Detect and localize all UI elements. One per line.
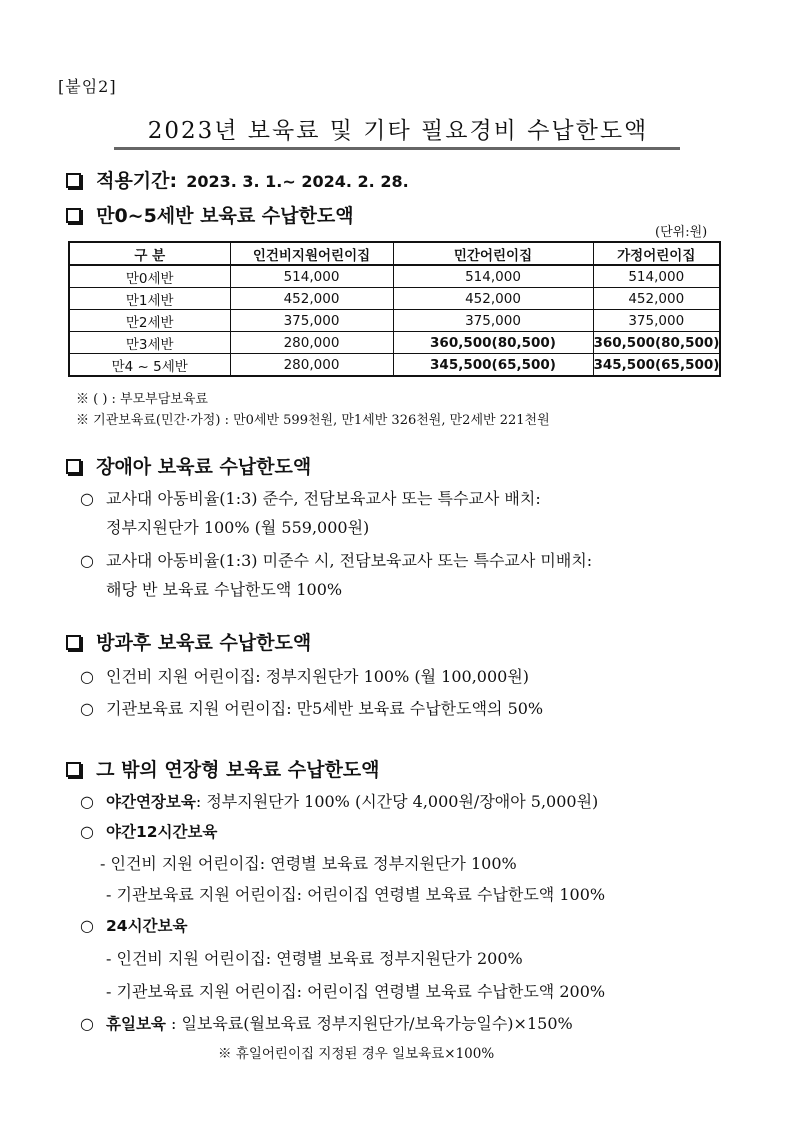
circle-bullet-icon: ○ (80, 1014, 94, 1033)
list-item (80, 914, 187, 936)
item-keyword: 야간연장보육 (106, 793, 196, 811)
section-title: 만0~5세반 보육료 수납한도액 (96, 205, 354, 227)
age-cell: 만0세반 (69, 265, 230, 288)
section-extended-care (66, 755, 380, 782)
column-header: 가정어린이집 (593, 242, 720, 265)
fee-cell: 452,000 (593, 288, 720, 310)
item-keyword: 휴일보육 (106, 1015, 166, 1033)
table-note: ※ ( ) : 부모부담보육료 (76, 392, 208, 407)
page-title: 2023년 보육료 및 기타 필요경비 수납한도액 (147, 118, 649, 144)
item-text: 인건비 지원 어린이집: 정부지원단가 100% (월 100,000원) (106, 667, 530, 686)
list-item-continuation: 정부지원단가 100% (월 559,000원) (106, 518, 370, 537)
section-title: 방과후 보육료 수납한도액 (96, 632, 312, 654)
holiday-note: ※ 휴일어린이집 지정된 경우 일보육료×100% (218, 1046, 495, 1062)
item-text: 교사대 아동비율(1:3) 준수, 전담보육교사 또는 특수교사 배치: (106, 489, 541, 508)
section-disabled-child (66, 452, 311, 479)
sub-item: - 기관보육료 지원 어린이집: 어린이집 연령별 보육료 수납한도액 100% (106, 885, 606, 904)
period-value: 2023. 3. 1.~ 2024. 2. 28. (186, 172, 409, 191)
column-header: 인건비지원어린이집 (230, 242, 393, 265)
fee-cell: 514,000 (393, 265, 593, 288)
circle-bullet-icon: ○ (80, 822, 94, 841)
unit-label: (단위:원) (655, 225, 708, 240)
fee-cell: 280,000 (230, 332, 393, 354)
checkbox-icon (66, 459, 81, 474)
fee-cell: 375,000 (230, 310, 393, 332)
section-after-school (66, 628, 311, 655)
age-cell: 만4 ~ 5세반 (69, 354, 230, 377)
table-row (69, 332, 720, 354)
title-underline (114, 147, 680, 150)
age-cell: 만3세반 (69, 332, 230, 354)
attachment-label: [붙임2] (58, 77, 117, 96)
fee-cell: 345,500(65,500) (593, 354, 720, 377)
fee-cell: 375,000 (593, 310, 720, 332)
column-header: 민간어린이집 (393, 242, 593, 265)
circle-bullet-icon: ○ (80, 699, 94, 718)
fee-cell: 514,000 (230, 265, 393, 288)
age-cell: 만2세반 (69, 310, 230, 332)
table-row (69, 265, 720, 288)
table-header-row (69, 242, 720, 265)
fee-cell: 360,500(80,500) (593, 332, 720, 354)
item-text: : 정부지원단가 100% (시간당 4,000원/장애아 5,000원) (195, 792, 599, 811)
fee-cell: 452,000 (230, 288, 393, 310)
column-header: 구 분 (69, 242, 230, 265)
checkbox-icon (66, 635, 81, 650)
fee-cell: 452,000 (393, 288, 593, 310)
table-row (69, 310, 720, 332)
list-item (80, 486, 541, 509)
list-item (80, 548, 592, 571)
table-note: ※ 기관보육료(민간·가정) : 만0세반 599천원, 만1세반 326천원, 만2세반 221천원 (76, 413, 550, 428)
circle-bullet-icon: ○ (80, 489, 94, 508)
list-item (80, 1011, 573, 1034)
checkbox-icon (66, 208, 81, 223)
circle-bullet-icon: ○ (80, 916, 94, 935)
item-keyword: 24시간보육 (106, 917, 188, 935)
list-item (80, 664, 529, 687)
fee-cell: 375,000 (393, 310, 593, 332)
period-row (66, 166, 409, 193)
fee-table (68, 241, 721, 377)
fee-cell: 360,500(80,500) (393, 332, 593, 354)
item-keyword: 야간12시간보육 (106, 823, 218, 841)
list-item (80, 820, 217, 842)
sub-item: - 인건비 지원 어린이집: 연령별 보육료 정부지원단가 100% (100, 854, 517, 873)
list-item (80, 789, 598, 812)
checkbox-icon (66, 762, 81, 777)
list-item (80, 696, 543, 719)
section-title: 그 밖의 연장형 보육료 수납한도액 (96, 759, 380, 781)
fee-cell: 345,500(65,500) (393, 354, 593, 377)
sub-item: - 인건비 지원 어린이집: 연령별 보육료 정부지원단가 200% (106, 949, 523, 968)
list-item-continuation: 해당 반 보육료 수납한도액 100% (106, 580, 343, 599)
circle-bullet-icon: ○ (80, 551, 94, 570)
checkbox-icon (66, 173, 81, 188)
item-text: : 일보육료(월보육료 정부지원단가/보육가능일수)×150% (165, 1014, 573, 1033)
fee-cell: 280,000 (230, 354, 393, 377)
item-text: 교사대 아동비율(1:3) 미준수 시, 전담보육교사 또는 특수교사 미배치: (106, 551, 593, 570)
section-fee-limit (66, 201, 354, 228)
circle-bullet-icon: ○ (80, 792, 94, 811)
period-label: 적용기간: (96, 170, 178, 192)
section-title: 장애아 보육료 수납한도액 (96, 456, 312, 478)
table-row (69, 354, 720, 377)
table-row (69, 288, 720, 310)
age-cell: 만1세반 (69, 288, 230, 310)
fee-cell: 514,000 (593, 265, 720, 288)
item-text: 기관보육료 지원 어린이집: 만5세반 보육료 수납한도액의 50% (106, 699, 544, 718)
sub-item: - 기관보육료 지원 어린이집: 어린이집 연령별 보육료 수납한도액 200% (106, 982, 606, 1001)
circle-bullet-icon: ○ (80, 667, 94, 686)
